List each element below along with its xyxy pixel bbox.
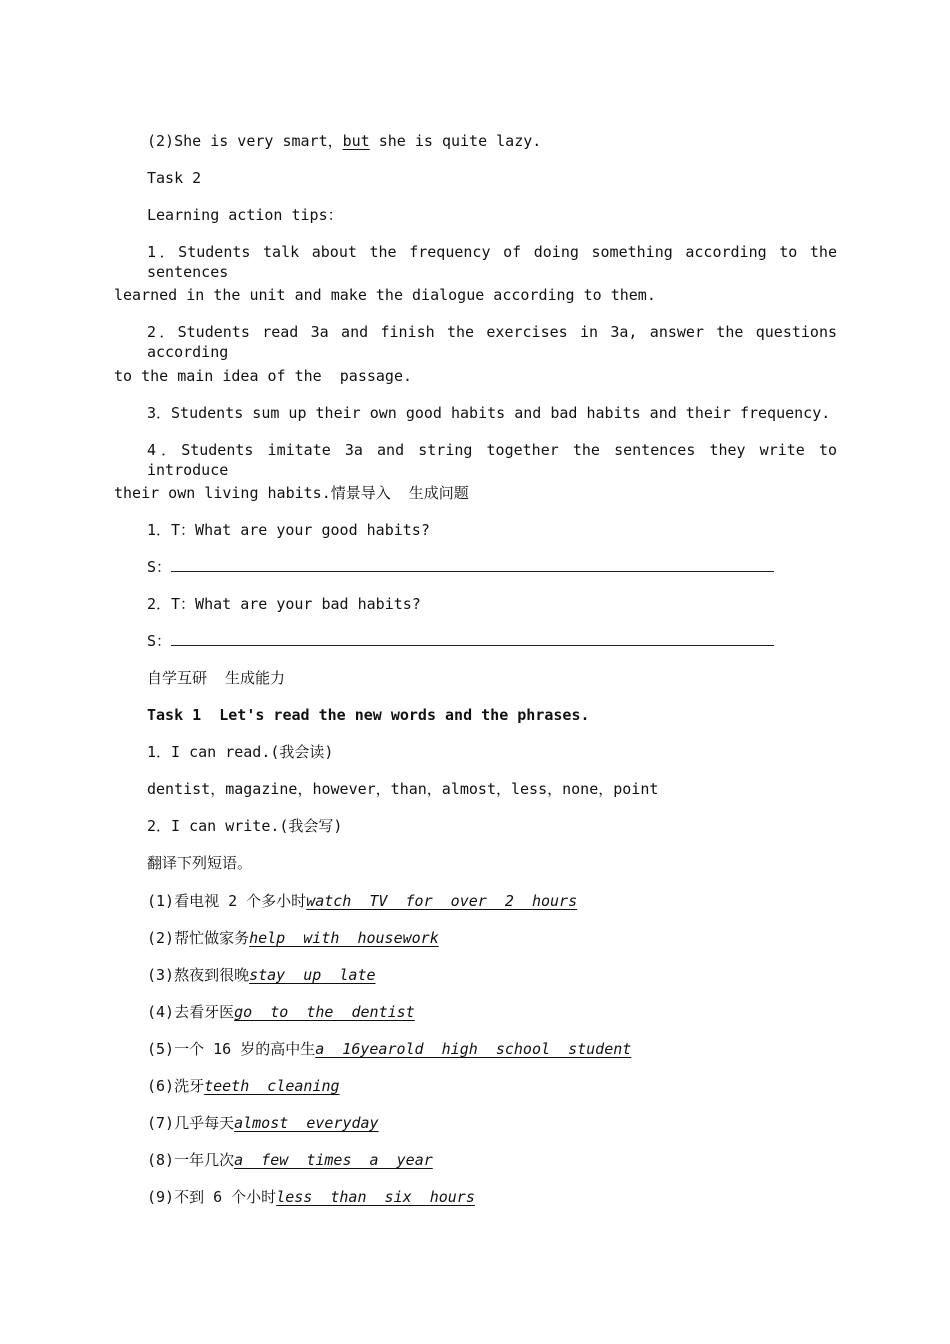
phrase-item: (8)一年几次a few times a year xyxy=(147,1151,433,1169)
intro-sentence xyxy=(147,131,541,151)
tip-2-line1: 2．Students read 3a and finish the exercises in 3a, answer the questions according xyxy=(147,323,837,361)
phrase-answer: stay up late xyxy=(249,966,376,984)
phrase-answer: a 16yearold high school student xyxy=(315,1040,632,1058)
intro-after: she is quite lazy. xyxy=(369,132,542,150)
phrase-item: (1)看电视 2 个多小时watch TV for over 2 hours xyxy=(147,892,578,910)
phrase-answer: a few times a year xyxy=(234,1151,433,1169)
tip-4-line2: their own living habits.情景导入 生成问题 xyxy=(114,484,469,502)
phrase-item: (7)几乎每天almost everyday xyxy=(147,1114,379,1132)
dialogue-2-answer: S： xyxy=(147,631,774,651)
task1-title: Task 1 Let's read the new words and the phrases. xyxy=(147,706,590,724)
phrase-item: (2)帮忙做家务help with housework xyxy=(147,929,439,947)
phrase-item: (4)去看牙医go to the dentist xyxy=(147,1003,415,1021)
tip-1-line1: 1．Students talk about the frequency of doing something according to the sentences xyxy=(147,243,837,281)
tip-1-line2: learned in the unit and make the dialogue according to them. xyxy=(114,286,656,304)
phrase-answer: go to the dentist xyxy=(234,1003,415,1021)
section-title: 自学互研 生成能力 xyxy=(147,669,286,687)
phrase-answer: less than six hours xyxy=(276,1188,475,1206)
intro-before: (2)She is very smart， xyxy=(147,132,343,150)
write-label: 2．I can write.(我会写) xyxy=(147,817,343,835)
tip-4-line1: 4．Students imitate 3a and string together the sentences they write to introduce xyxy=(147,441,838,479)
word-list: dentist，magazine，however，than，almost，less，none，point xyxy=(147,780,659,798)
phrase-answer: help with housework xyxy=(249,929,439,947)
intro-answer: but xyxy=(342,132,370,150)
answer-blank-2[interactable] xyxy=(171,631,774,646)
tip-2-line2: to the main idea of the passage. xyxy=(114,367,413,385)
phrase-item: (3)熬夜到很晚stay up late xyxy=(147,966,376,984)
translate-label: 翻译下列短语。 xyxy=(147,854,253,872)
phrase-item: (5)一个 16 岁的高中生a 16yearold high school student xyxy=(147,1040,632,1058)
tip-3: 3．Students sum up their own good habits and bad habits and their frequency. xyxy=(147,404,831,422)
phrase-item: (9)不到 6 个小时less than six hours xyxy=(147,1188,475,1206)
task2-title: Task 2 xyxy=(147,169,202,187)
tips-label: Learning action tips： xyxy=(147,206,343,224)
dialogue-2-question: 2．T：What are your bad habits? xyxy=(147,595,421,613)
dialogue-1-question: 1．T：What are your good habits? xyxy=(147,521,430,539)
dialogue-1-answer: S： xyxy=(147,557,774,577)
answer-blank-1[interactable] xyxy=(171,557,774,572)
phrase-answer: watch TV for over 2 hours xyxy=(306,892,578,910)
read-label: 1．I can read.(我会读) xyxy=(147,743,334,761)
phrase-answer: almost everyday xyxy=(234,1114,379,1132)
phrase-item: (6)洗牙teeth cleaning xyxy=(147,1077,340,1095)
phrase-answer: teeth cleaning xyxy=(204,1077,340,1095)
